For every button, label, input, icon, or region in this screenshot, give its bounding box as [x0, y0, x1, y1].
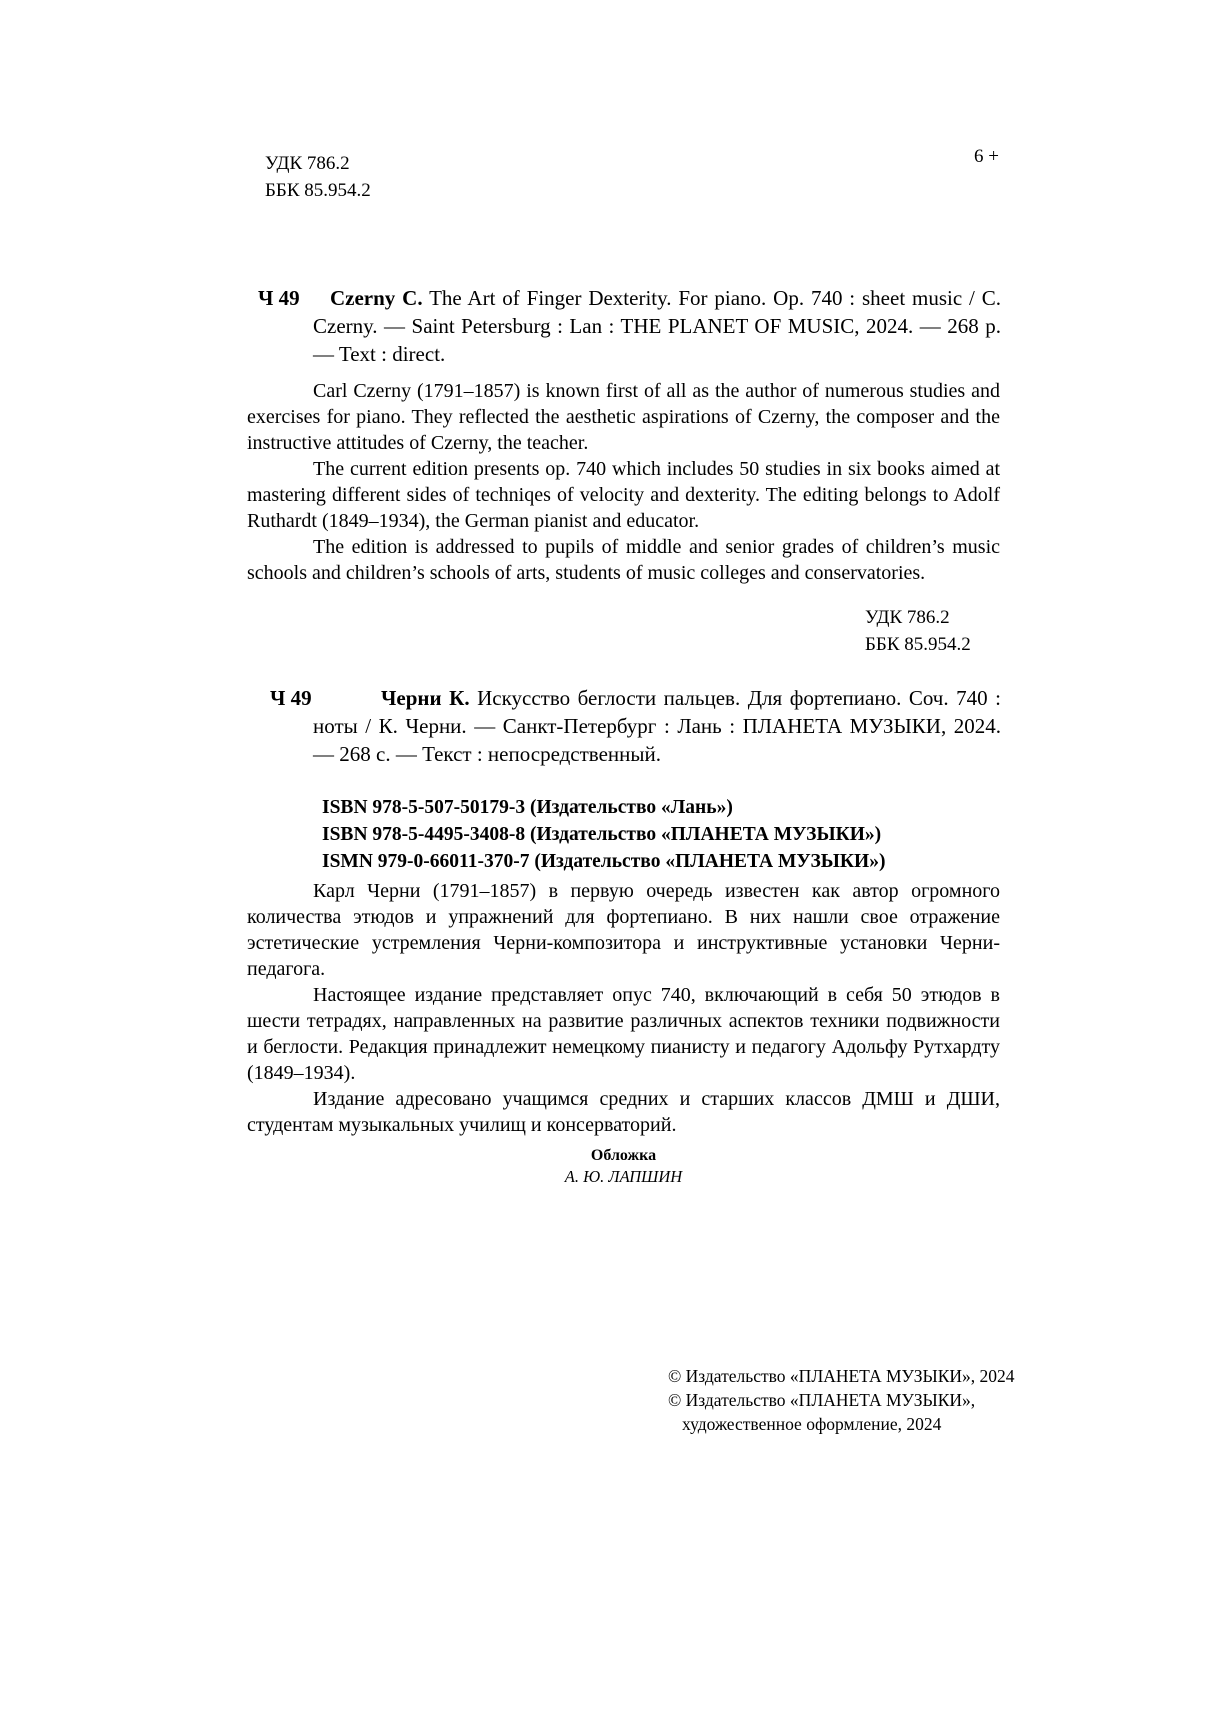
annotation-english-paragraph-1: Carl Czerny (1791–1857) is known first of all as the author of numerous studies and exercises for piano. They reflected the aesthetic aspirations of Czerny, the composer and the instructive attitudes of Czerny, the teacher.: [247, 380, 1000, 454]
bbk-code-mid: ББК 85.954.2: [865, 634, 971, 655]
copyright-line-2: © Издательство «ПЛАНЕТА МУЗЫКИ»,: [668, 1390, 976, 1410]
copyright-line-3: художественное оформление, 2024: [682, 1414, 942, 1434]
bbk-code: ББК 85.954.2: [265, 180, 371, 201]
copyright-block: [668, 1364, 1015, 1436]
annotation-russian-paragraph-1: Карл Черни (1791–1857) в первую очередь известен как автор огромного количества этюдов и упражнений для фортепиано. В них нашли свое отражение эстетические устремления Черни-композитора и инструктивные установки Черни-педагога.: [247, 880, 1000, 980]
entry-code-english: Ч 49: [258, 286, 300, 310]
udk-code: УДК 786.2: [265, 153, 350, 174]
annotation-russian-paragraph-2: Настоящее издание представляет опус 740, включающий в себя 50 этюдов в шести тетрадях, направленных на развитие различных аспектов техники подвижности и беглости. Редакция принадлежит немецкому пианисту и педагогу Адольфу Рутхардту (1849–1934).: [247, 984, 1000, 1084]
mid-classification-codes: [865, 604, 971, 658]
entry-text-russian: Искусство беглости пальцев. Для фортепиано. Соч. 740 : ноты / К. Черни. — Санкт-Петербург : Лань : ПЛАНЕТА МУЗЫКИ, 2024. — 268 с. — Текст : непосредственный.: [313, 686, 1001, 766]
age-rating: 6 +: [974, 146, 999, 167]
annotation-russian: [247, 878, 1000, 1138]
annotation-english-paragraph-2: The current edition presents op. 740 which includes 50 studies in six books aimed at mastering different sides of techniqes of velocity and dexterity. The editing belongs to Adolf Ruthardt (1849–1934), the German pianist and educator.: [247, 458, 1000, 532]
annotation-english-paragraph-3: The edition is addressed to pupils of middle and senior grades of children’s music schools and children’s schools of arts, students of music colleges and conservatories.: [247, 536, 1000, 584]
cover-credit-label: Обложка: [590, 1147, 657, 1164]
entry-body-russian: [313, 684, 1001, 768]
entry-author-english: Czerny C.: [330, 286, 423, 310]
cover-artist-name: А. Ю. ЛАПШИН: [564, 1167, 683, 1186]
isbn-line-1: ISBN 978-5-507-50179-3 (Издательство «Лань»): [322, 797, 733, 818]
cover-credit: [247, 1146, 1000, 1188]
copyright-line-1: © Издательство «ПЛАНЕТА МУЗЫКИ», 2024: [668, 1366, 1015, 1386]
isbn-line-2: ISBN 978-5-4495-3408-8 (Издательство «ПЛАНЕТА МУЗЫКИ»): [322, 824, 882, 845]
udk-code-mid: УДК 786.2: [865, 607, 950, 628]
annotation-russian-paragraph-3: Издание адресовано учащимся средних и старших классов ДМШ и ДШИ, студентам музыкальных училищ и консерваторий.: [247, 1088, 1000, 1136]
entry-author-russian: Черни К.: [381, 686, 470, 710]
entry-code-russian: Ч 49: [270, 686, 312, 710]
entry-text-english: The Art of Finger Dexterity. For piano. Op. 740 : sheet music / C. Czerny. — Saint Petersburg : Lan : THE PLANET OF MUSIC, 2024. — 268 p. — Text : direct.: [313, 286, 1001, 366]
ismn-line: ISMN 979-0-66011-370-7 (Издательство «ПЛАНЕТА МУЗЫКИ»): [322, 851, 886, 872]
annotation-english: [247, 378, 1000, 586]
top-classification-codes: [265, 150, 371, 204]
entry-body-english: [313, 284, 1001, 368]
isbn-block: [322, 794, 885, 875]
